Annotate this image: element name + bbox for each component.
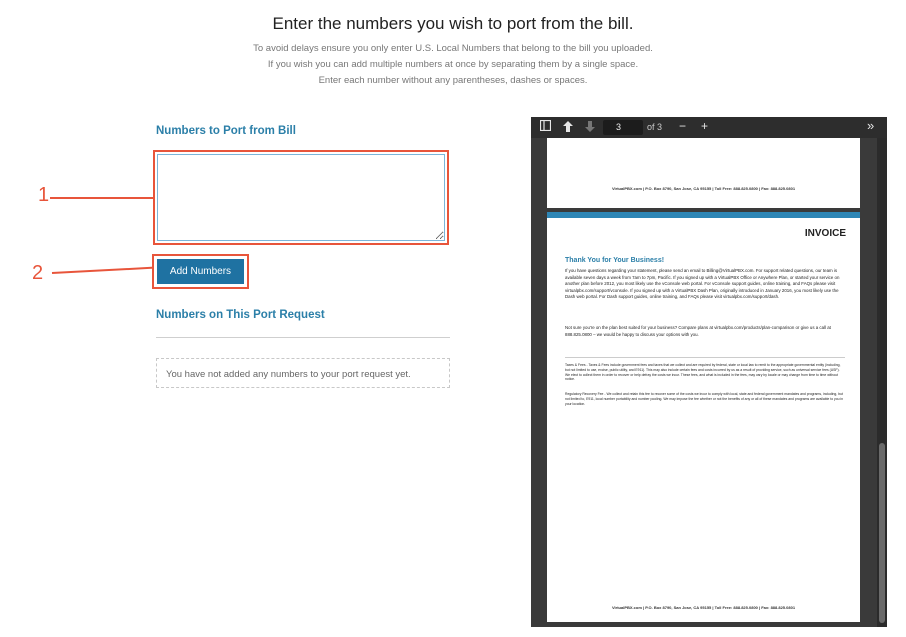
numbers-textarea[interactable] xyxy=(157,154,445,241)
arrow-down-icon[interactable] xyxy=(585,121,595,135)
invoice-stripe xyxy=(547,212,860,218)
previous-page-bottom xyxy=(547,138,860,208)
callout-2: 2 xyxy=(32,262,44,284)
arrow-up-icon[interactable] xyxy=(563,121,573,135)
callout-1: 1 xyxy=(38,184,50,206)
invoice-divider xyxy=(565,357,845,358)
add-numbers-button[interactable]: Add Numbers xyxy=(157,259,244,284)
regulatory-fee-note: Regulatory Recovery Fee - We collect and retain this fee to recover some of the costs we incur to comply with local, state and federal government mandates and programs, including, but not limited to, E911, local number portability and number pooling. We may impose the fee whether or not the benefits of any or all of these mandates and programs are available to you in your location. xyxy=(565,392,844,406)
port-request-label: Numbers on This Port Request xyxy=(156,309,325,321)
empty-numbers-message: You have not added any numbers to your port request yet. xyxy=(156,358,450,388)
page-total: of 3 xyxy=(647,122,663,132)
invoice-paragraph-1: If you have questions regarding your statement, please send an email to Billing@VirtualPBX.com. For support related questions, our team is available seven days a week from 7am to 7pm, Pacific. If you signed up with a VirtualPBX Office or Anywhere Plan, or started your service on another plan before 2012, you most likely use the vConsole web portal. For vConsole support guides, online training, and FAQs please visit virtualpbx.com/support/vconsole. If you signed up with a VirtualPBX Dash Plan, originally introduced in January 2016, you most likely use the Dash web portal. For Dash support guides, online training, and FAQs please visit virtualpbx.com/support/dash. xyxy=(565,268,840,300)
taxes-fees-note: Taxes & Fees - Taxes & Fees include government fees and taxes that we collect and are required by federal, state or local law to remit to the appropriate governmental entity (including, but not limited to use, excise, public utility, and E911). This may also include certain fees and costs incurred by us as a result of providing service, such as universal service fees (USF). We elect to collect them in order to recover or help defray the costs we incur. These fees, and what is included in the fees, may vary by locale or may change from time to time without notice. xyxy=(565,363,841,382)
invoice-paragraph-2: Not sure you're on the plan best suited for your business? Compare plans at virtualpbx.com/products/plan-comparison or give us a call at 888.825.0800 – we would be happy to discuss your options with you. xyxy=(565,325,831,337)
pdf-viewer[interactable] xyxy=(531,117,887,627)
page-footer-bottom: VirtualPBX.com | P.O. Box 8790, San Jose, CA 95155 | Toll Free: 888.825.0800 | Fax: 888.825.0801 xyxy=(611,605,796,610)
current-page: 3 xyxy=(615,122,621,132)
callout-1-line xyxy=(50,197,153,199)
numbers-textarea-highlight xyxy=(153,150,449,245)
page-footer: VirtualPBX.com | P.O. Box 8790, San Jose, CA 95155 | Toll Free: 888.825.0800 | Fax: 888.825.0801 xyxy=(611,186,796,191)
instruction-line-2: If you wish you can add multiple numbers at once by separating them by a single space. xyxy=(267,59,639,70)
instruction-line-3: Enter each number without any parentheses, dashes or spaces. xyxy=(318,75,588,86)
pdf-toolbar xyxy=(531,117,887,138)
pdf-page xyxy=(547,212,860,622)
scrollbar-thumb[interactable] xyxy=(879,443,885,623)
invoice-title: INVOICE xyxy=(804,228,846,239)
page-number-input[interactable] xyxy=(603,120,663,135)
zoom-in-button[interactable]: + xyxy=(701,119,709,133)
zoom-out-button[interactable]: − xyxy=(679,119,687,133)
add-button-highlight xyxy=(152,254,249,289)
sidebar-toggle-icon[interactable] xyxy=(540,120,551,134)
numbers-to-port-label: Numbers to Port from Bill xyxy=(156,125,296,137)
thank-you-heading: Thank You for Your Business! xyxy=(565,257,665,264)
callout-2-line xyxy=(52,267,154,274)
double-chevron-right-icon[interactable]: » xyxy=(867,118,875,133)
page-heading: Enter the numbers you wish to port from the bill. xyxy=(272,14,634,33)
section-divider xyxy=(156,337,450,338)
instruction-line-1: To avoid delays ensure you only enter U.S. Local Numbers that belong to the bill you uploaded. xyxy=(253,43,653,54)
